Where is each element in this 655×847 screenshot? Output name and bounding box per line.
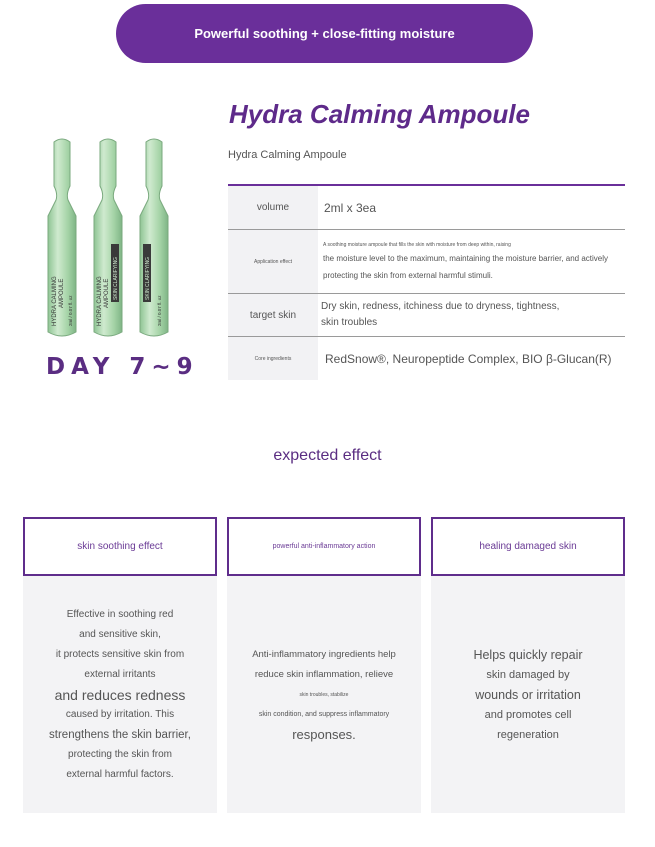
ampoule-label: AMPOULE: [104, 278, 110, 308]
ampoule-vial-3: [140, 139, 168, 336]
body-line: strengthens the skin barrier,: [49, 728, 191, 741]
spec-value-text: Dry skin, redness, itchiness due to dryness, tightness,: [321, 301, 560, 312]
effect-card: [23, 517, 217, 813]
spec-value-text: protecting the skin from external harmful stimuli.: [323, 270, 493, 280]
ampoule-band-label: SKIN CLARIFYING: [145, 256, 151, 300]
body-line: external harmful factors.: [66, 768, 174, 780]
body-line: reduce skin inflammation, relieve: [254, 668, 394, 680]
spec-value-text: 2ml x 3ea: [324, 200, 377, 215]
spec-value-text: RedSnow®, Neuropeptide Complex, BIO β-Glucan(R): [325, 351, 612, 366]
body-line: external irritants: [84, 668, 156, 680]
effect-card-title: skin soothing effect: [23, 517, 217, 576]
spec-value-text: the moisture level to the maximum, maintaining the moisture barrier, and actively: [323, 253, 609, 263]
ampoule-vial-1: [48, 139, 76, 336]
body-line: regeneration: [497, 728, 559, 741]
ampoule-band-label: SKIN CLARIFYING: [113, 256, 119, 300]
body-line: protecting the skin from: [68, 748, 172, 760]
spec-row-application: [228, 230, 625, 294]
effect-card: [431, 517, 625, 813]
body-line: and promotes cell: [484, 708, 572, 721]
spec-table: [228, 184, 625, 380]
spec-value-text: skin troubles: [321, 317, 378, 328]
spec-key: target skin: [228, 294, 318, 336]
spec-key: volume: [228, 186, 318, 229]
spec-value: [318, 337, 625, 380]
body-line: skin troubles, stabilize: [299, 691, 349, 698]
body-line: it protects sensitive skin from: [55, 648, 185, 660]
body-line: caused by irritation. This: [65, 708, 175, 720]
spec-row-ingredients: [228, 337, 625, 380]
ampoule-volume: 2ml / 0.07 fl. oz: [157, 295, 162, 326]
body-line: wounds or irritation: [475, 687, 581, 702]
body-line: Anti-inflammatory ingredients help: [252, 648, 396, 660]
body-line: Helps quickly repair: [473, 647, 583, 662]
spec-value: [318, 294, 625, 336]
body-line: skin damaged by: [486, 668, 570, 681]
effect-card: [227, 517, 421, 813]
spec-row-volume: [228, 186, 625, 230]
ampoule-label: AMPOULE: [59, 278, 65, 308]
ampoule-label: HYDRA CALMING: [52, 276, 58, 326]
body-line: skin condition, and suppress inflammatory: [258, 710, 390, 718]
effect-card-title: healing damaged skin: [431, 517, 625, 576]
body-line: Effective in soothing red: [66, 608, 174, 620]
body-line: and sensitive skin,: [79, 628, 161, 640]
spec-key: Core ingredients: [228, 337, 318, 380]
banner-pill: [116, 4, 533, 63]
banner-text: Powerful soothing + close-fitting moisture: [194, 26, 455, 41]
spec-key: Application effect: [228, 230, 318, 293]
product-title: Hydra Calming Ampoule: [229, 99, 530, 129]
day-range-label: DAY 7~9: [46, 354, 199, 380]
ampoule-volume: 2ml / 0.07 fl. oz: [68, 295, 73, 326]
spec-value-text: A soothing moisture ampoule that fills the skin with moisture from deep within, raising: [323, 241, 511, 248]
section-heading: expected effect: [273, 447, 382, 464]
effect-card-body: [23, 576, 217, 813]
ampoule-label: HYDRA CALMING: [97, 276, 103, 326]
effect-card-body: [431, 576, 625, 813]
effect-card-body: [227, 576, 421, 813]
ampoule-vial-2: [94, 139, 122, 336]
body-line: responses.: [292, 726, 356, 742]
product-subtitle: Hydra Calming Ampoule: [228, 149, 347, 161]
ampoule-product-image: [40, 136, 180, 342]
effect-card-title: powerful anti-inflammatory action: [227, 517, 421, 576]
spec-value: [318, 230, 625, 293]
spec-value: [318, 186, 625, 229]
body-line: and reduces redness: [54, 686, 186, 703]
spec-row-target: [228, 294, 625, 337]
